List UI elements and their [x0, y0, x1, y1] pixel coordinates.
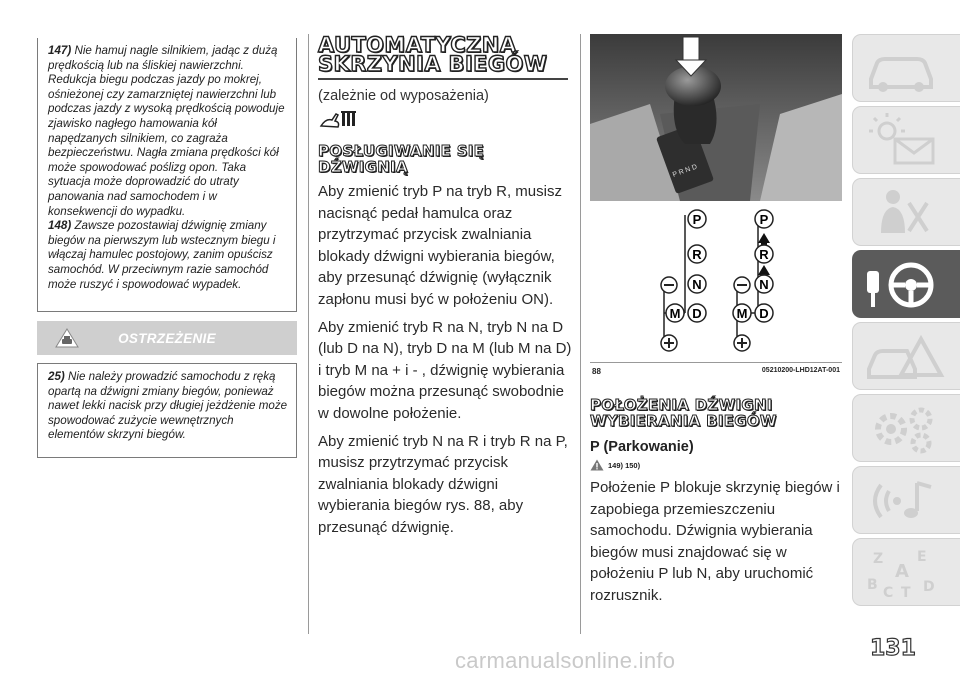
- paragraph-p-to-r: Aby zmienić tryb P na tryb R, musisz nacisnąć pedał hamulca oraz przytrzymać przycisk zwalniania blokady dźwigni wybierania biegów, aby przesunąć dźwignię (wyłącznik zapłonu musi być w położeniu ON).: [318, 183, 562, 308]
- warning-triangle-icon: [590, 459, 604, 471]
- section-title-positions: [590, 397, 842, 429]
- warning-refs: [590, 459, 842, 471]
- left-gate-r-label: R: [692, 247, 702, 262]
- caution-header-text: OSTRZEŻENIE: [118, 330, 216, 346]
- steering-wheel-key-icon: [861, 257, 951, 313]
- index-letter-e: E: [917, 549, 927, 565]
- caution-box-25: [37, 363, 297, 458]
- equipment-note: (zależnie od wyposażenia): [318, 88, 489, 104]
- caution-header: [37, 321, 297, 355]
- right-gate-m-label: M: [736, 306, 748, 321]
- warning-refs-text: 149) 150): [608, 460, 641, 470]
- chapter-title-line-2: SKRZYNIA BIEGÓW: [318, 52, 548, 76]
- warning-lights-icon: [861, 113, 951, 169]
- hand-lever-icon: [318, 108, 358, 130]
- warning-triangle-icon: [55, 328, 79, 348]
- section-title-lever-line-1: POSŁUGIWANIE SIĘ: [318, 142, 485, 160]
- column-divider-2: [580, 34, 581, 634]
- section-title-lever: [318, 143, 573, 175]
- sidebar-tab-warning-lights[interactable]: [852, 106, 960, 174]
- page-number: 131: [870, 636, 916, 661]
- title-underline: [318, 78, 568, 80]
- index-letters-icon: [861, 545, 951, 601]
- chapter-title-line-1: AUTOMATYCZNA: [318, 33, 517, 57]
- multimedia-icon: [861, 473, 951, 529]
- right-gate-d-label: D: [759, 306, 769, 321]
- warning-148-number: 148): [48, 219, 72, 233]
- shift-pattern-diagram: [590, 201, 842, 361]
- column-2: [318, 33, 573, 539]
- emergency-car-icon: [861, 329, 951, 385]
- left-gate-p-label: P: [692, 212, 702, 227]
- index-letter-a: A: [895, 561, 909, 582]
- right-gate-p-label: P: [759, 212, 769, 227]
- sidebar-tab-maintenance[interactable]: [852, 394, 960, 462]
- sidebar-tab-driving[interactable]: [852, 250, 960, 318]
- warning-147-number: 147): [48, 44, 72, 57]
- section-title-positions-line-1: POŁOŻENIA DŹWIGNI: [590, 396, 773, 414]
- warning-148: [48, 219, 288, 292]
- paragraph-n-to-r: Aby zmienić tryb N na R i tryb R na P, musisz przytrzymać przycisk zwalniania blokady dźwigni wybierania biegów rys. 88, aby przesunąć dźwignię.: [318, 432, 568, 536]
- figure-caption: [590, 362, 842, 374]
- paragraph-park: Położenie P blokuje skrzynię biegów i zapobiega przemieszczeniu samochodu. Dźwignia wybierania biegów musi znajdować się w położeniu P lub N, aby uruchomić rozrusznik.: [590, 479, 840, 604]
- index-letter-t: T: [901, 585, 911, 601]
- section-title-lever-line-2: DŹWIGNIĄ: [318, 158, 408, 176]
- maintenance-gears-icon: [861, 401, 951, 457]
- shift-gate-svg: [590, 201, 842, 361]
- sidebar-tab-emergency[interactable]: [852, 322, 960, 390]
- index-letter-b: B: [867, 577, 878, 593]
- index-letter-d: D: [923, 579, 935, 595]
- sidebar-tab-multimedia[interactable]: [852, 466, 960, 534]
- index-letter-c: C: [883, 585, 894, 601]
- section-title-positions-line-2: WYBIERANIA BIEGÓW: [590, 412, 777, 430]
- left-gate-m-label: M: [669, 306, 681, 321]
- svg-text:P R N D: P R N D: [671, 163, 699, 179]
- sidebar-tab-index[interactable]: [852, 538, 960, 606]
- index-letter-z: Z: [873, 551, 884, 567]
- watermark: carmanualsonline.info: [455, 648, 676, 673]
- sidebar-tab-dashboard[interactable]: [852, 34, 960, 102]
- left-gate-d-label: D: [692, 306, 702, 321]
- caution-25-text: Nie należy prowadzić samochodu z ręką opartą na dźwigni zmiany biegów, ponieważ nawet lekki nacisk przy długiej jeżdżenie może spowodować zużycie wewnętrznych elementów skrzyni biegów.: [48, 370, 288, 442]
- warning-147: [48, 44, 288, 219]
- warning-148-text: Zawsze pozostawiaj dźwignię zmiany biegów na pierwszym lub wstecznym biegu i włączaj hamulec postojowy, zanim opuścisz samochód. W przeciwnym razie samochód może ruszyć i spowodować wypadek.: [48, 219, 276, 291]
- figure-code: 05210200-LHD12AT-001: [761, 367, 840, 374]
- park-subheading: P (Parkowanie): [590, 439, 694, 455]
- gear-lever-photo: [590, 34, 842, 201]
- warning-147-text: Nie hamuj nagle silnikiem, jadąc z dużą prędkością lub na śliskiej nawierzchni. Redukcja biegu podczas jazdy po mokrej, ośnieżonej czy zamarzniętej nawierzchni lub podczas jazdy z wysoką prędkością powoduje zjawisko nagłego hamowania kół napędzanych silnikiem, co zagraża bezpieczeństwu. Nagła zmiana prędkości kół może spowodować poślizg opon. Taka sytuacja może doprowadzić do utraty panowania nad samochodem i w konsekwencji do wypadku.: [48, 44, 285, 218]
- left-gate-n-label: N: [692, 277, 702, 292]
- caution-25: [48, 370, 288, 443]
- column-divider-1: [308, 34, 309, 634]
- gear-lever-illustration: [590, 34, 842, 201]
- right-gate-r-label: R: [759, 247, 769, 262]
- right-gate-n-label: N: [759, 277, 769, 292]
- safety-airbag-icon: [861, 185, 951, 241]
- chapter-title: [318, 33, 573, 76]
- caution-25-number: 25): [48, 370, 65, 383]
- paragraph-free-shift: Aby zmienić tryb R na N, tryb N na D (lub D na N), tryb D na M (lub M na D) i tryb M na + i - , dźwignię wybierania biegów można przesunąć swobodnie w dowolne położenie.: [318, 318, 572, 422]
- dashboard-car-icon: [861, 41, 951, 97]
- column-3: [590, 397, 842, 607]
- figure-number: 88: [592, 367, 601, 376]
- sidebar-tab-safety[interactable]: [852, 178, 960, 246]
- warning-box-147-148: [37, 38, 297, 312]
